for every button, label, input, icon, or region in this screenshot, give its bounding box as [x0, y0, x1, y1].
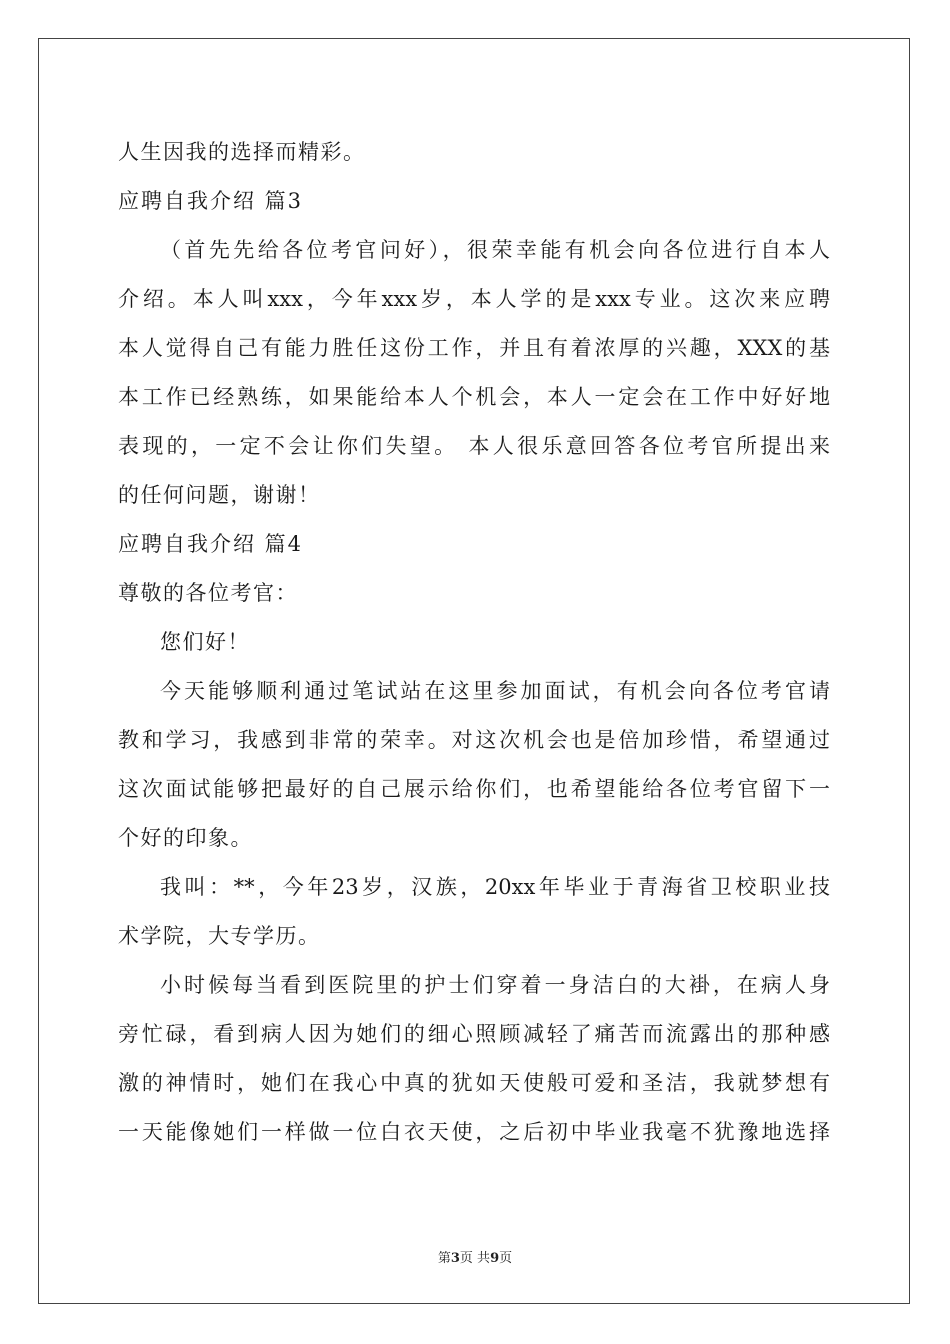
page-prefix: 第: [437, 1251, 451, 1266]
paragraph-line: 本人觉得自己有能力胜任这份工作，并且有着浓厚的兴趣，XXX的基: [118, 336, 830, 360]
paragraph-line: 小时候每当看到医院里的护士们穿着一身洁白的大褂，在病人身: [160, 973, 830, 997]
page-footer: [0, 1247, 950, 1266]
paragraph-line: 我叫：**，今年23岁，汉族，20xx年毕业于青海省卫校职业技: [160, 875, 830, 899]
paragraph-line: （首先先给各位考官问好），很荣幸能有机会向各位进行自本人: [160, 238, 830, 262]
paragraph-line: 一天能像她们一样做一位白衣天使，之后初中毕业我毫不犹豫地选择: [118, 1120, 830, 1144]
section-heading: 应聘自我介绍 篇3: [118, 189, 304, 213]
page-current: 3: [450, 1251, 460, 1266]
paragraph-line: 人生因我的选择而精彩。: [118, 140, 366, 164]
page-suffix: 页: [499, 1251, 513, 1266]
greeting: 您们好！: [160, 630, 250, 654]
salutation: 尊敬的各位考官：: [118, 581, 298, 605]
paragraph-line: 这次面试能够把最好的自己展示给你们，也希望能给各位考官留下一: [118, 777, 830, 801]
page-border: [38, 38, 910, 1304]
paragraph-line: 的任何问题，谢谢！: [118, 483, 321, 507]
paragraph-line: 教和学习，我感到非常的荣幸。对这次机会也是倍加珍惜，希望通过: [118, 728, 830, 752]
paragraph-line: 介绍。本人叫xxx，今年xxx岁，本人学的是xxx专业。这次来应聘: [118, 287, 830, 311]
paragraph-line: 个好的印象。: [118, 826, 253, 850]
paragraph-line: 表现的，一定不会让你们失望。 本人很乐意回答各位考官所提出来: [118, 434, 830, 458]
paragraph-line: 旁忙碌，看到病人因为她们的细心照顾减轻了痛苦而流露出的那种感: [118, 1022, 830, 1046]
page-total: 9: [490, 1251, 500, 1266]
paragraph-line: 今天能够顺利通过笔试站在这里参加面试，有机会向各位考官请: [160, 679, 830, 703]
paragraph-line: 激的神情时，她们在我心中真的犹如天使般可爱和圣洁，我就梦想有: [118, 1071, 830, 1095]
paragraph-line: 术学院，大专学历。: [118, 924, 321, 948]
page-mid: 页 共: [459, 1251, 491, 1266]
section-heading: 应聘自我介绍 篇4: [118, 532, 304, 556]
paragraph-line: 本工作已经熟练，如果能给本人个机会，本人一定会在工作中好好地: [118, 385, 830, 409]
